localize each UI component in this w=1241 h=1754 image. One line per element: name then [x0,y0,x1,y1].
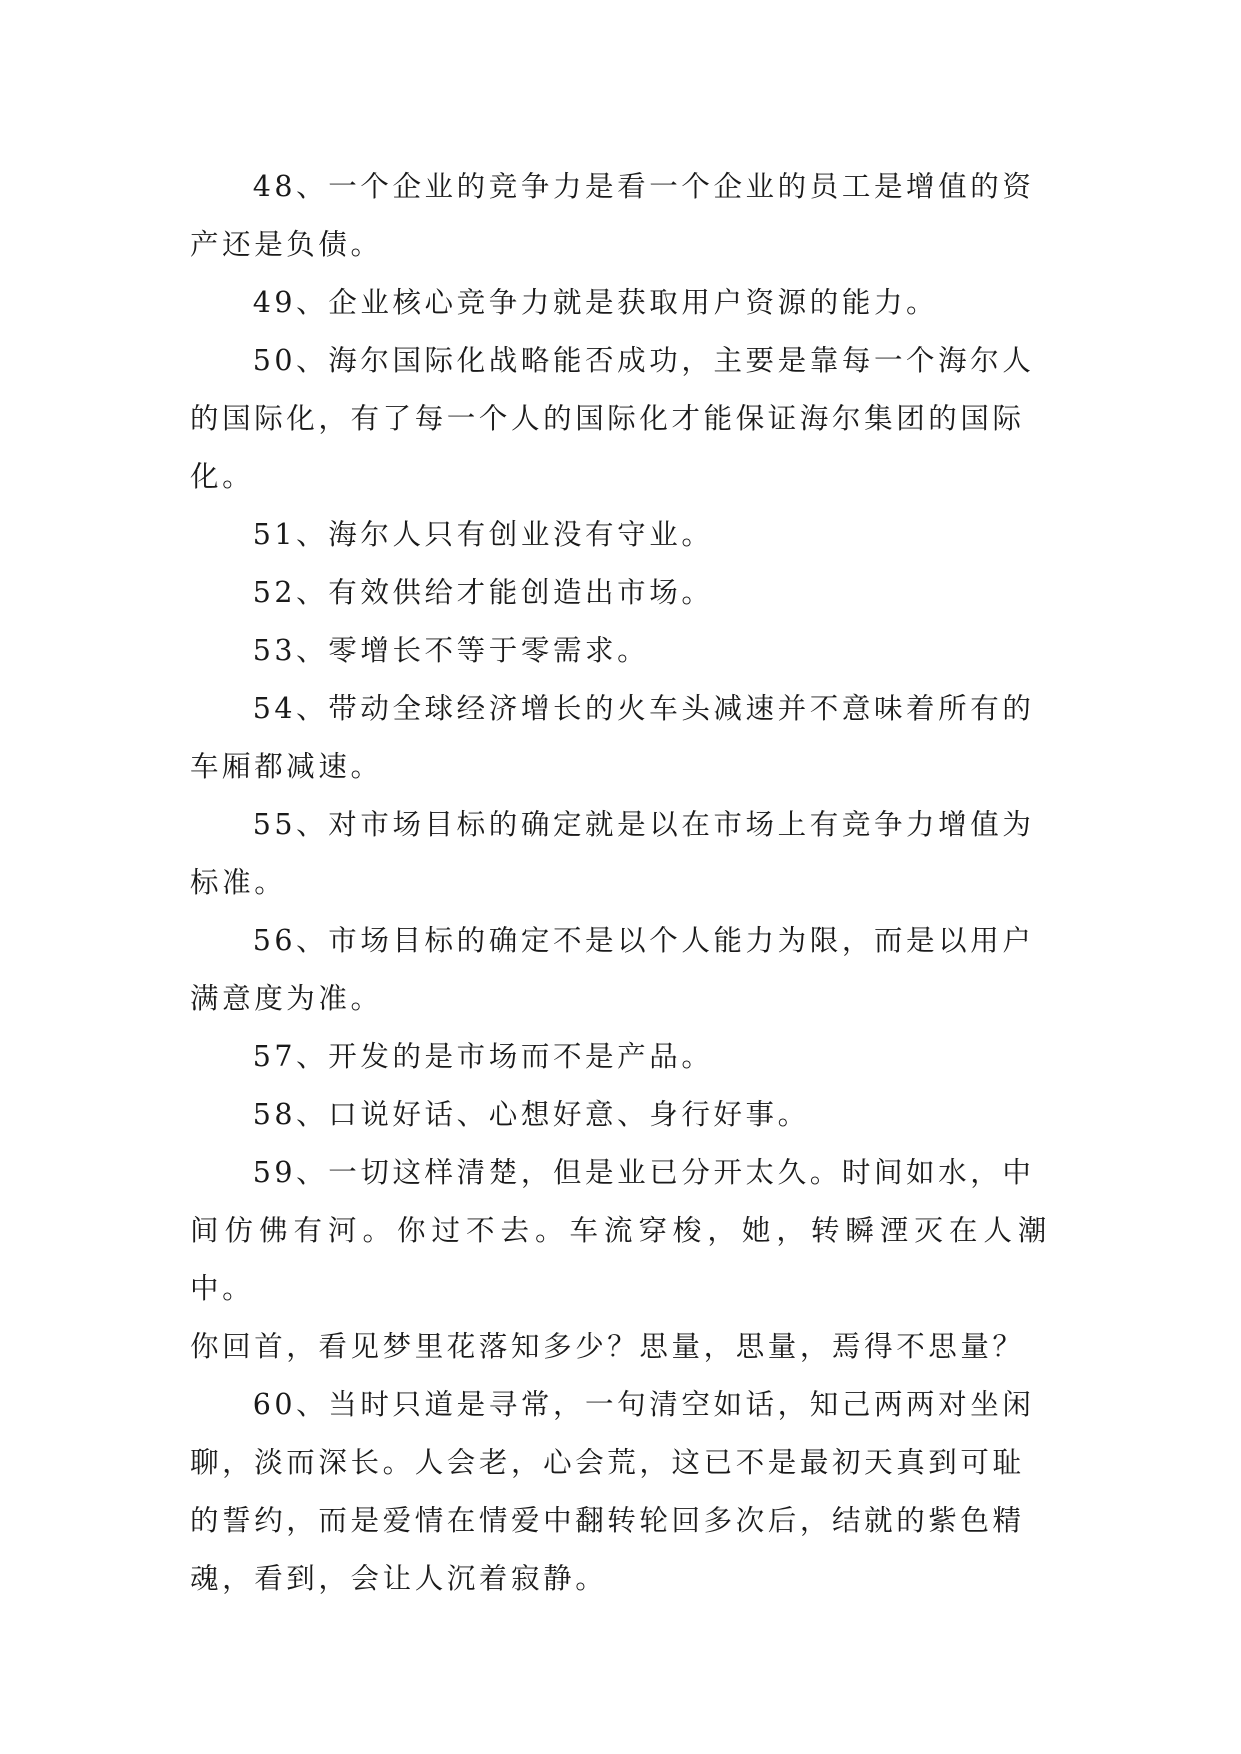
paragraph-48: 48、一个企业的竞争力是看一个企业的员工是增值的资 产还是负债。 [190,170,1035,261]
paragraph-57: 57、开发的是市场而不是产品。 [252,1040,714,1073]
document-body [190,158,1050,1608]
paragraph-53: 53、零增长不等于零需求。 [252,634,650,667]
paragraph-52: 52、有效供给才能创造出市场。 [252,576,714,609]
paragraph-54: 54、带动全球经济增长的火车头减速并不意味着所有的 车厢都减速。 [190,692,1035,783]
paragraph-49: 49、企业核心竞争力就是获取用户资源的能力。 [252,286,939,319]
paragraph-51: 51、海尔人只有创业没有守业。 [252,518,714,551]
paragraph-55: 55、对市场目标的确定就是以在市场上有竞争力增值为 标准。 [190,808,1035,899]
paragraph-50: 50、海尔国际化战略能否成功，主要是靠每一个海尔人 的国际化，有了每一个人的国际化才能保证海尔集团的国际 化。 [190,344,1035,493]
paragraph-59: 59、一切这样清楚，但是业已分开太久。时间如水，中 间仿佛有河。你过不去。车流穿梭，她，转瞬湮灭在人潮中。 你回首，看见梦里花落知多少？思量，思量，焉得不思量？ [190,1156,1050,1363]
paragraph-56: 56、市场目标的确定不是以个人能力为限，而是以用户 满意度为准。 [190,924,1035,1015]
paragraph-60: 60、当时只道是寻常，一句清空如话，知己两两对坐闲 聊，淡而深长。人会老，心会荒，这已不是最初天真到可耻 的誓约，而是爱情在情爱中翻转轮回多次后，结就的紫色精 魂，看到，会让人沉着寂静。 [190,1388,1035,1595]
paragraph-58: 58、口说好话、心想好意、身行好事。 [252,1098,810,1131]
